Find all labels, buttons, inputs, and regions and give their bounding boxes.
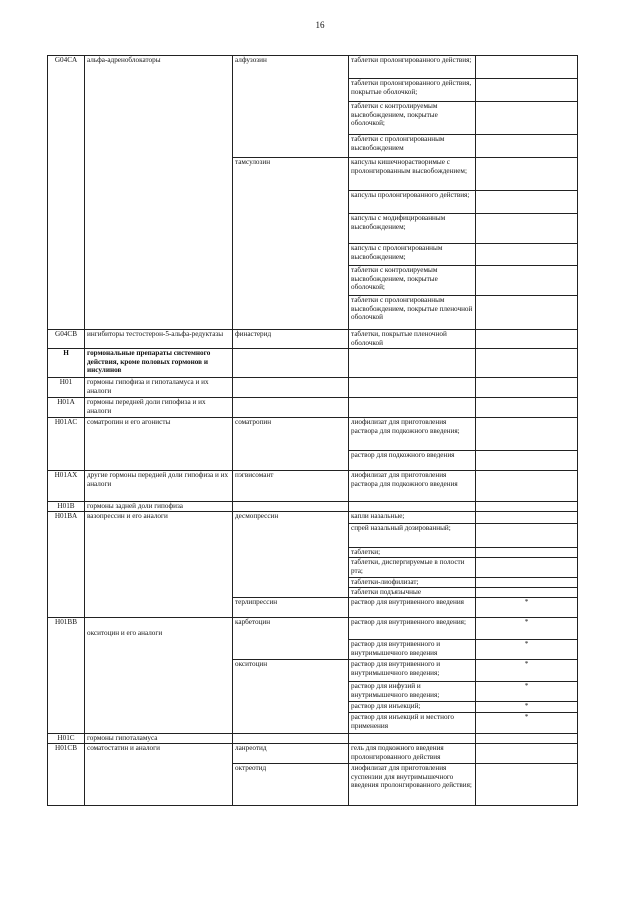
atc-group: альфа-адреноблокаторы: [85, 56, 233, 330]
dosage-form: таблетки пролонгированного действия, покрытые оболочкой;: [349, 79, 476, 102]
drug-name: десмопрессин: [233, 512, 349, 598]
mark-cell: [476, 102, 578, 135]
atc-code: H01CB: [48, 744, 85, 806]
dosage-form: раствор для внутривенного и внутримышечного введения;: [349, 660, 476, 682]
drug-name: тамсулозин: [233, 158, 349, 330]
availability-mark: *: [476, 618, 578, 640]
dosage-form: раствор для инъекций;: [349, 702, 476, 713]
dosage-form: раствор для внутривенного введения;: [349, 618, 476, 640]
dosage-form: таблетки с пролонгированным высвобождением, покрытые пленочной оболочкой: [349, 296, 476, 330]
dosage-form: таблетки с контролируемым высвобождением, покрытые оболочкой;: [349, 102, 476, 135]
dosage-form: лиофилизат для приготовления суспензии для внутримышечного введения пролонгированного действия;: [349, 764, 476, 806]
mark-cell: [476, 418, 578, 451]
mark-cell: [476, 158, 578, 191]
mark-cell: [476, 548, 578, 558]
mark-cell: [476, 296, 578, 330]
atc-code: H01BB: [48, 618, 85, 734]
mark-cell: [476, 266, 578, 296]
dosage-form: таблетки пролонгированного действия;: [349, 56, 476, 79]
dosage-form: раствор для подкожного введения: [349, 451, 476, 471]
mark-cell: [476, 349, 578, 378]
dosage-form: раствор для внутривенного введения: [349, 598, 476, 618]
mark-cell: [476, 214, 578, 244]
mark-cell: [476, 578, 578, 588]
atc-code: H01BA: [48, 512, 85, 618]
mark-cell: [476, 512, 578, 524]
drug-name: соматропин: [233, 418, 349, 471]
dosage-form: гель для подкожного введения пролонгированного действия: [349, 744, 476, 764]
dosage-form: капсулы с пролонгированным высвобождением;: [349, 244, 476, 266]
dosage-form: капсулы кишечнорастворимые с пролонгированным высвобождением;: [349, 158, 476, 191]
dosage-form: [349, 502, 476, 512]
mark-cell: [476, 744, 578, 764]
drug-name: октреотид: [233, 764, 349, 806]
dosage-form: капсулы с модифицированным высвобождением;: [349, 214, 476, 244]
atc-code: H01: [48, 378, 85, 398]
atc-code: G04CA: [48, 56, 85, 330]
mark-cell: [476, 734, 578, 744]
dosage-form: капсулы пролонгированного действия;: [349, 191, 476, 214]
availability-mark: *: [476, 640, 578, 660]
mark-cell: [476, 398, 578, 418]
atc-group: соматостатин и аналоги: [85, 744, 233, 806]
atc-group: гормоны задней доли гипофиза: [85, 502, 233, 512]
dosage-form: [349, 398, 476, 418]
mark-cell: [476, 79, 578, 102]
dosage-form: раствор для инфузий и внутримышечного введения;: [349, 682, 476, 702]
mark-cell: [476, 558, 578, 578]
drug-name: терлипрессин: [233, 598, 349, 618]
drug-name: [233, 398, 349, 418]
dosage-form: лиофилизат для приготовления раствора для подкожного введения;: [349, 418, 476, 451]
drug-name: карбетоцин: [233, 618, 349, 660]
atc-group: вазопрессин и его аналоги: [85, 512, 233, 618]
mark-cell: [476, 471, 578, 502]
atc-group: другие гормоны передней доли гипофиза и их аналоги: [85, 471, 233, 502]
page-number: 16: [315, 20, 325, 30]
dosage-form: таблетки, диспергируемые в полости рта;: [349, 558, 476, 578]
atc-group: гормоны гипофиза и гипоталамуса и их аналоги: [85, 378, 233, 398]
availability-mark: *: [476, 682, 578, 702]
dosage-form: спрей назальный дозированный;: [349, 524, 476, 548]
dosage-form: таблетки;: [349, 548, 476, 558]
mark-cell: [476, 135, 578, 158]
atc-code: H: [48, 349, 85, 378]
drug-name: [233, 349, 349, 378]
mark-cell: [476, 524, 578, 548]
atc-code: H01AX: [48, 471, 85, 502]
atc-group: гормональные препараты системного действия, кроме половых гормонов и инсулинов: [85, 349, 233, 378]
mark-cell: [476, 588, 578, 598]
drug-list-table: [47, 55, 578, 806]
atc-code: H01A: [48, 398, 85, 418]
atc-code: H01C: [48, 734, 85, 744]
dosage-form: лиофилизат для приготовления раствора для подкожного введения: [349, 471, 476, 502]
drug-name: алфузозин: [233, 56, 349, 158]
atc-code: H01AC: [48, 418, 85, 471]
dosage-form: таблетки с контролируемым высвобождением, покрытые оболочкой;: [349, 266, 476, 296]
mark-cell: [476, 764, 578, 806]
atc-group: соматропин и его агонисты: [85, 418, 233, 471]
drug-name: [233, 378, 349, 398]
drug-name: окситоцин: [233, 660, 349, 734]
atc-code: H01B: [48, 502, 85, 512]
dosage-form: капли назальные;: [349, 512, 476, 524]
atc-group: гормоны гипоталамуса: [85, 734, 233, 744]
availability-mark: *: [476, 598, 578, 618]
drug-name: [233, 502, 349, 512]
dosage-form: таблетки, покрытые пленочной оболочкой: [349, 330, 476, 349]
atc-code: G04CB: [48, 330, 85, 349]
availability-mark: *: [476, 660, 578, 682]
drug-name: [233, 734, 349, 744]
mark-cell: [476, 330, 578, 349]
dosage-form: [349, 734, 476, 744]
mark-cell: [476, 244, 578, 266]
dosage-form: раствор для внутривенного и внутримышечного введения: [349, 640, 476, 660]
mark-cell: [476, 502, 578, 512]
mark-cell: [476, 56, 578, 79]
drug-name: ланреотид: [233, 744, 349, 764]
mark-cell: [476, 191, 578, 214]
atc-group: ингибиторы тестостерон-5-альфа-редуктазы: [85, 330, 233, 349]
dosage-form: [349, 349, 476, 378]
drug-name: финастерид: [233, 330, 349, 349]
drug-name: пэгвисомант: [233, 471, 349, 502]
dosage-form: таблетки-лиофилизат;: [349, 578, 476, 588]
availability-mark: *: [476, 713, 578, 734]
dosage-form: [349, 378, 476, 398]
dosage-form: таблетки с пролонгированным высвобождением: [349, 135, 476, 158]
atc-group: гормоны передней доли гипофиза и их аналоги: [85, 398, 233, 418]
dosage-form: таблетки подъязычные: [349, 588, 476, 598]
availability-mark: *: [476, 702, 578, 713]
mark-cell: [476, 451, 578, 471]
mark-cell: [476, 378, 578, 398]
atc-group: окситоцин и его аналоги: [85, 618, 233, 734]
dosage-form: раствор для инъекций и местного применения: [349, 713, 476, 734]
